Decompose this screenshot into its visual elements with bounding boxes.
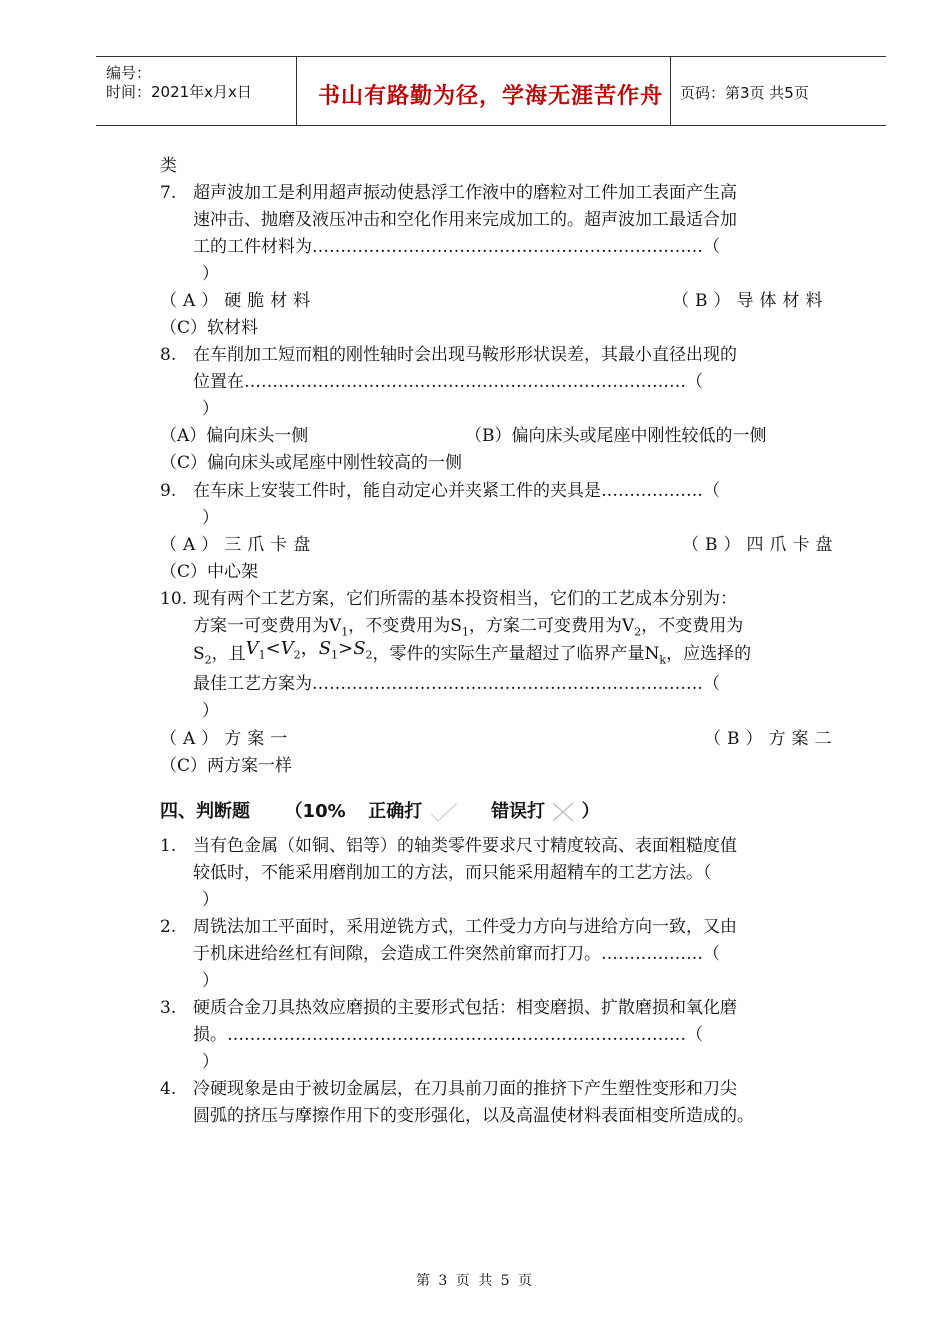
question-text: 位置在……………………………………………………………………（ [193, 372, 703, 392]
code-label: 编号： [106, 64, 152, 82]
question-text: 速冲击、抛磨及液压冲击和空化作用来完成加工的。超声波加工最适合加 [193, 210, 737, 230]
text-segment: ，且 [211, 644, 246, 664]
question-text: 现有两个工艺方案，它们所需的基本投资相当，它们的工艺成本分别为： [193, 589, 737, 609]
option-c: （C）偏向床头或尾座中刚性较高的一侧 [160, 453, 463, 473]
text-segment: ，零件的实际生产量超过了临界产量N [372, 644, 660, 664]
question-text [193, 638, 752, 671]
subscript: 1 [341, 625, 349, 639]
question-text: 损。………………………………………………………………………（ [193, 1025, 703, 1045]
answer-bracket: ） [202, 890, 219, 910]
option-b: （B）导体材料 [672, 291, 829, 311]
question-number: 10. [160, 589, 188, 609]
header-page-cell [670, 57, 886, 125]
page-header [96, 56, 886, 126]
question-number: 3. [160, 998, 177, 1018]
answer-bracket: ） [202, 508, 219, 528]
question-number: 7. [160, 183, 177, 203]
answer-bracket: ） [202, 399, 219, 419]
option-a: （A）方案一 [160, 729, 294, 749]
answer-bracket: ） [202, 264, 219, 284]
text-segment: ，不变费用为 [641, 616, 744, 636]
option-a: （A）偏向床头一侧 [160, 426, 309, 446]
page-code: 页码：第3页 共5页 [680, 84, 809, 102]
check-icon [429, 801, 459, 823]
section-title [160, 797, 600, 823]
motto: 书山有路勤为径，学海无涯苦作舟 [318, 84, 664, 109]
question-text: 圆弧的挤压与摩擦作用下的变形强化，以及高温使材料表面相变所造成的。 [193, 1106, 754, 1126]
option-c: （C）两方案一样 [160, 756, 293, 776]
answer-bracket: ） [202, 701, 219, 721]
text-segment: 方案一可变费用为V [193, 616, 342, 636]
cross-icon [551, 801, 575, 823]
formula: $V_1<V_2$，$S_1>S_2$ [245, 638, 373, 662]
text-segment: S [193, 644, 205, 664]
question-text: 于机床进给丝杠有间隙，会造成工件突然前窜而打刀。………………（ [193, 944, 720, 964]
question-text: 工的工件材料为……………………………………………………………（ [193, 237, 720, 257]
section-right-label: 正确打 [368, 801, 423, 822]
section-percent: （10% [284, 801, 346, 822]
option-c: （C）软材料 [160, 318, 259, 338]
section-end: ） [581, 801, 600, 822]
continuation-text: 类 [160, 156, 177, 176]
question-number: 1. [160, 836, 177, 856]
subscript: k [659, 653, 667, 667]
subscript: 2 [634, 625, 642, 639]
question-text: 周铣法加工平面时，采用逆铣方式，工件受力方向与进给方向一致，又由 [193, 917, 737, 937]
section-wrong-label: 错误打 [491, 801, 546, 822]
question-number: 9. [160, 481, 177, 501]
option-c: （C）中心架 [160, 562, 259, 582]
answer-bracket: ） [202, 971, 219, 991]
time-label: 时间：2021年x月x日 [106, 83, 252, 101]
question-text: 在车削加工短而粗的刚性轴时会出现马鞍形形状误差，其最小直径出现的 [193, 345, 737, 365]
text-segment: ，不变费用为S [348, 616, 462, 636]
option-b: （B）方案二 [704, 729, 838, 749]
text-segment: ，方案二可变费用为V [468, 616, 635, 636]
option-a: （A）三爪卡盘 [160, 535, 317, 555]
subscript: 1 [461, 625, 469, 639]
option-a: （A）硬脆材料 [160, 291, 317, 311]
text-segment: ，应选择的 [666, 644, 752, 664]
question-text: 硬质合金刀具热效应磨损的主要形式包括：相变磨损、扩散磨损和氧化磨 [193, 998, 737, 1018]
question-text: 冷硬现象是由于被切金属层，在刀具前刀面的推挤下产生塑性变形和刀尖 [193, 1079, 737, 1099]
header-info-cell [96, 57, 297, 125]
answer-bracket: ） [202, 1052, 219, 1072]
question-text: 较低时，不能采用磨削加工的方法，而只能采用超精车的工艺方法。（ [193, 863, 712, 883]
question-text: 当有色金属（如铜、铝等）的轴类零件要求尺寸精度较高、表面粗糙度值 [193, 836, 737, 856]
option-b: （B）偏向床头或尾座中刚性较低的一侧 [465, 426, 767, 446]
header-motto-cell [296, 57, 671, 125]
question-text: 超声波加工是利用超声振动使悬浮工作液中的磨粒对工件加工表面产生高 [193, 183, 737, 203]
question-number: 8. [160, 345, 177, 365]
option-b: （B）四爪卡盘 [682, 535, 839, 555]
question-text: 在车床上安装工件时，能自动定心并夹紧工件的夹具是………………（ [193, 481, 720, 501]
subscript: 2 [204, 653, 212, 667]
question-number: 4. [160, 1079, 177, 1099]
page-footer: 第 3 页 共 5 页 [415, 1273, 535, 1289]
question-number: 2. [160, 917, 177, 937]
question-text: 最佳工艺方案为……………………………………………………………（ [193, 674, 720, 694]
section-heading: 四、判断题 [160, 801, 250, 822]
